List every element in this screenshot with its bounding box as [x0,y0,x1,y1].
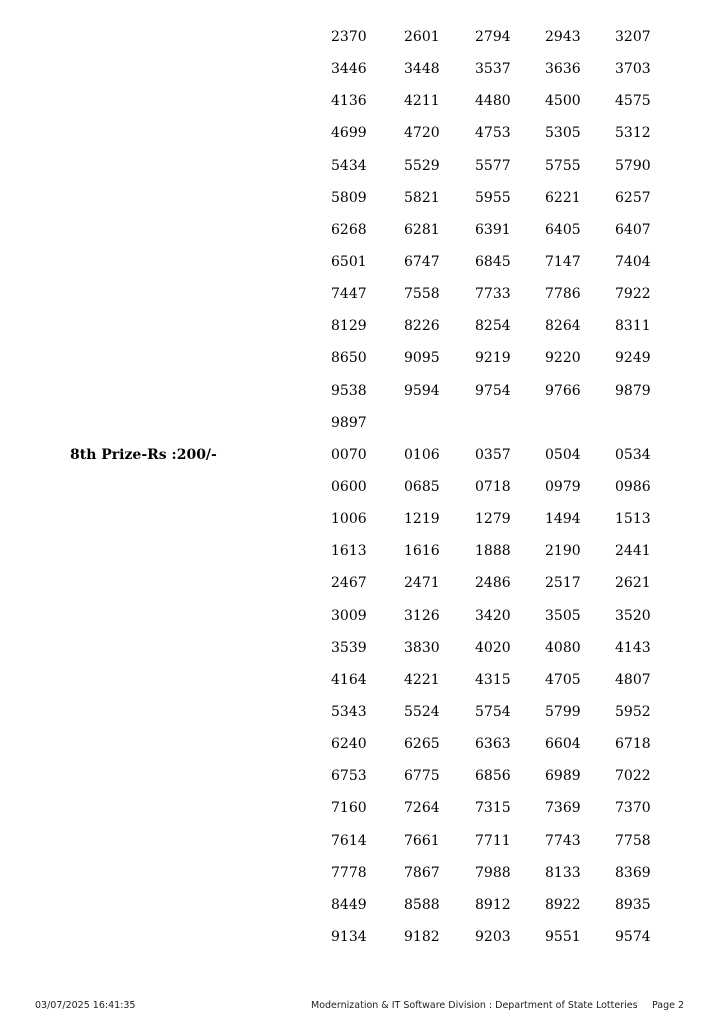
ticket-number: 6501 [331,253,367,270]
ticket-number: 7988 [475,864,511,881]
ticket-number: 6391 [475,221,511,238]
ticket-number: 2190 [545,543,581,560]
number-row [0,253,724,271]
number-row [0,896,724,914]
prize-label: 8th Prize-Rs :200/- [70,446,217,463]
ticket-number: 0106 [404,446,440,463]
ticket-number: 7922 [615,286,651,303]
ticket-number: 3126 [404,607,440,624]
ticket-number: 8449 [331,896,367,913]
number-row [0,510,724,528]
ticket-number: 7758 [615,832,651,849]
ticket-number: 2486 [475,575,511,592]
ticket-number: 4807 [615,671,651,688]
ticket-number: 7264 [404,800,440,817]
ticket-number: 0986 [615,478,651,495]
ticket-number: 3420 [475,607,511,624]
ticket-number: 1279 [475,511,511,528]
ticket-number: 6604 [545,736,581,753]
ticket-number: 7661 [404,832,440,849]
ticket-number: 0534 [615,446,651,463]
ticket-number: 6856 [475,768,511,785]
ticket-number: 7370 [615,800,651,817]
footer-page-number: Page 2 [652,1000,685,1011]
ticket-number: 7160 [331,800,367,817]
number-row [0,607,724,625]
ticket-number: 7614 [331,832,367,849]
ticket-number: 1616 [404,543,440,560]
number-row [0,671,724,689]
ticket-number: 9897 [331,414,367,431]
ticket-number: 5754 [475,703,511,720]
ticket-number: 1006 [331,511,367,528]
ticket-number: 5434 [331,157,367,174]
ticket-number: 4315 [475,671,511,688]
footer-datetime: 03/07/2025 16:41:35 [35,1000,136,1011]
ticket-number: 8369 [615,864,651,881]
ticket-number: 7786 [545,286,581,303]
ticket-number: 2370 [331,29,367,45]
ticket-number: 9219 [475,350,511,367]
ticket-number: 2517 [545,575,581,592]
ticket-number: 9220 [545,350,581,367]
ticket-number: 9203 [475,928,511,945]
ticket-number: 4480 [475,93,511,110]
number-row [0,574,724,592]
ticket-number: 4575 [615,93,651,110]
ticket-number: 0070 [331,446,367,463]
ticket-number: 8129 [331,318,367,335]
ticket-number: 5305 [545,125,581,142]
ticket-number: 7867 [404,864,440,881]
ticket-number: 1888 [475,543,511,560]
number-row [0,767,724,785]
ticket-number: 6747 [404,253,440,270]
ticket-number: 8264 [545,318,581,335]
ticket-number: 8912 [475,896,511,913]
number-row [0,864,724,882]
ticket-number: 3830 [404,639,440,656]
ticket-number: 0685 [404,478,440,495]
ticket-number: 4080 [545,639,581,656]
ticket-number: 4720 [404,125,440,142]
ticket-number: 8922 [545,896,581,913]
ticket-number: 7147 [545,253,581,270]
ticket-number: 6363 [475,736,511,753]
ticket-number: 3448 [404,61,440,78]
ticket-number: 6753 [331,768,367,785]
ticket-number: 2943 [545,29,581,45]
ticket-number: 4705 [545,671,581,688]
ticket-number: 5524 [404,703,440,720]
number-row [0,414,724,432]
ticket-number: 7733 [475,286,511,303]
ticket-number: 3446 [331,61,367,78]
ticket-number: 2794 [475,29,511,45]
ticket-number: 6989 [545,768,581,785]
ticket-number: 5577 [475,157,511,174]
ticket-number: 4020 [475,639,511,656]
ticket-number: 5952 [615,703,651,720]
number-row [0,28,724,46]
ticket-number: 9574 [615,928,651,945]
ticket-number: 5312 [615,125,651,142]
ticket-number: 3636 [545,61,581,78]
ticket-number: 8254 [475,318,511,335]
ticket-number: 9249 [615,350,651,367]
ticket-number: 6221 [545,189,581,206]
ticket-number: 8588 [404,896,440,913]
ticket-number: 4221 [404,671,440,688]
ticket-number: 2621 [615,575,651,592]
ticket-number: 4164 [331,671,367,688]
ticket-number: 0504 [545,446,581,463]
ticket-number: 9182 [404,928,440,945]
ticket-number: 5755 [545,157,581,174]
number-row [0,928,724,946]
number-row [0,157,724,175]
ticket-number: 9551 [545,928,581,945]
ticket-number: 9095 [404,350,440,367]
number-row [0,703,724,721]
ticket-number: 5343 [331,703,367,720]
ticket-number: 7711 [475,832,511,849]
ticket-number: 5529 [404,157,440,174]
ticket-number: 0979 [545,478,581,495]
number-row [0,799,724,817]
ticket-number: 0357 [475,446,511,463]
ticket-number: 0600 [331,478,367,495]
number-row [0,735,724,753]
ticket-number: 6407 [615,221,651,238]
number-row [0,382,724,400]
number-row [0,446,724,464]
ticket-number: 3009 [331,607,367,624]
ticket-number: 6718 [615,736,651,753]
ticket-number: 7447 [331,286,367,303]
number-row [0,221,724,239]
page-footer [0,999,724,1013]
number-row [0,189,724,207]
ticket-number: 3539 [331,639,367,656]
ticket-number: 4699 [331,125,367,142]
ticket-number: 5809 [331,189,367,206]
ticket-number: 1613 [331,543,367,560]
number-row [0,92,724,110]
ticket-number: 2441 [615,543,651,560]
ticket-number: 9766 [545,382,581,399]
ticket-number: 9754 [475,382,511,399]
ticket-number: 6268 [331,221,367,238]
ticket-number: 4500 [545,93,581,110]
ticket-number: 1513 [615,511,651,528]
ticket-number: 7558 [404,286,440,303]
ticket-number: 6281 [404,221,440,238]
number-row [0,124,724,142]
ticket-number: 4136 [331,93,367,110]
number-row [0,542,724,560]
ticket-number: 3537 [475,61,511,78]
ticket-number: 1494 [545,511,581,528]
ticket-number: 6775 [404,768,440,785]
number-row [0,349,724,367]
ticket-number: 1219 [404,511,440,528]
number-row [0,639,724,657]
ticket-number: 9538 [331,382,367,399]
ticket-number: 7022 [615,768,651,785]
ticket-number: 7778 [331,864,367,881]
ticket-number: 5821 [404,189,440,206]
ticket-number: 7404 [615,253,651,270]
ticket-number: 4143 [615,639,651,656]
ticket-number: 4753 [475,125,511,142]
ticket-number: 3520 [615,607,651,624]
ticket-number: 3207 [615,29,651,45]
ticket-number: 6845 [475,253,511,270]
ticket-number: 8133 [545,864,581,881]
ticket-number: 2467 [331,575,367,592]
ticket-number: 5790 [615,157,651,174]
ticket-number: 6257 [615,189,651,206]
ticket-number: 8935 [615,896,651,913]
ticket-number: 7315 [475,800,511,817]
ticket-number: 3505 [545,607,581,624]
number-row [0,317,724,335]
ticket-number: 8311 [615,318,651,335]
ticket-number: 9879 [615,382,651,399]
ticket-number: 8226 [404,318,440,335]
ticket-number: 3703 [615,61,651,78]
ticket-number: 7743 [545,832,581,849]
number-row [0,478,724,496]
ticket-number: 5799 [545,703,581,720]
ticket-number: 9594 [404,382,440,399]
number-row [0,285,724,303]
ticket-number: 5955 [475,189,511,206]
number-row [0,832,724,850]
ticket-number: 7369 [545,800,581,817]
ticket-number: 4211 [404,93,440,110]
ticket-number: 9134 [331,928,367,945]
ticket-number: 6265 [404,736,440,753]
footer-organization: Modernization & IT Software Division : Department of State Lotteries [311,1000,638,1011]
ticket-number: 0718 [475,478,511,495]
ticket-number: 6405 [545,221,581,238]
ticket-number: 6240 [331,736,367,753]
ticket-number: 8650 [331,350,367,367]
ticket-number: 2601 [404,29,440,45]
number-row [0,60,724,78]
ticket-number: 2471 [404,575,440,592]
